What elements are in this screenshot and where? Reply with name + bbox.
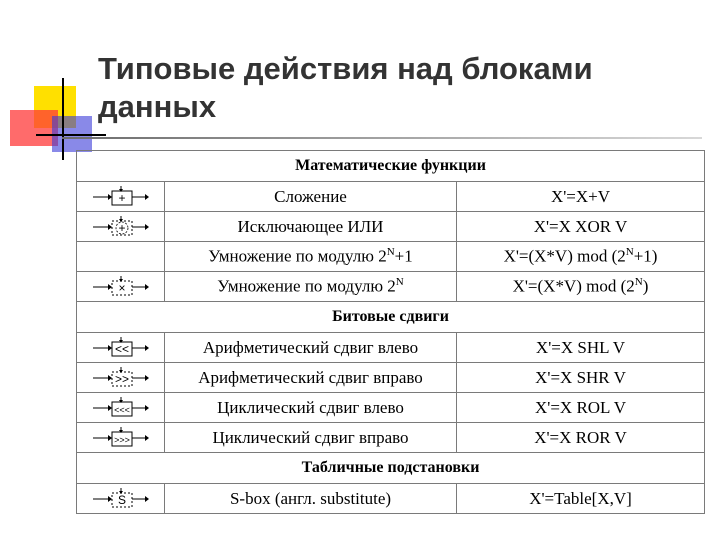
slide-title — [98, 50, 593, 126]
operation-name: Циклический сдвиг вправо — [165, 423, 457, 453]
operation-icon-cell — [77, 484, 165, 514]
operation-icon-cell — [77, 363, 165, 393]
section-header: Битовые сдвиги — [77, 302, 705, 333]
operation-icon-cell — [77, 212, 165, 242]
operation-formula: X'=X ROR V — [457, 423, 705, 453]
operation-name: Сложение — [165, 182, 457, 212]
svg-text:>>: >> — [114, 371, 129, 386]
operation-icon-cell — [77, 423, 165, 453]
operation-icon-cell — [77, 242, 165, 272]
section-header: Математические функции — [77, 151, 705, 182]
table-row — [77, 393, 705, 423]
operation-icon-cell — [77, 182, 165, 212]
xor-block-icon — [91, 216, 151, 238]
operation-name: Арифметический сдвиг вправо — [165, 363, 457, 393]
operation-formula: X'=X SHL V — [457, 333, 705, 363]
operation-icon-cell — [77, 333, 165, 363]
table-row — [77, 182, 705, 212]
operation-name: Исключающее ИЛИ — [165, 212, 457, 242]
mult-block-icon — [91, 276, 151, 298]
shr-block-icon — [91, 367, 151, 389]
decor-red-square — [10, 110, 58, 146]
operation-icon-cell — [77, 272, 165, 302]
operation-name: S-box (англ. substitute) — [165, 484, 457, 514]
decor-horizontal-line — [36, 134, 106, 136]
table-row — [77, 272, 705, 302]
operation-formula: X'=X+V — [457, 182, 705, 212]
table-row — [77, 333, 705, 363]
operation-name: Умножение по модулю $2^N+1$ — [165, 242, 457, 272]
svg-text:<<: << — [114, 341, 129, 356]
table-row — [77, 212, 705, 242]
slide-title-line2: данных — [98, 89, 217, 124]
svg-text:<<<: <<< — [113, 404, 130, 415]
operation-formula: X'=(X*V) mod $(2^N)$ — [457, 272, 705, 302]
operation-formula: X'=Table[X,V] — [457, 484, 705, 514]
section-header-row — [77, 453, 705, 484]
operation-name: Циклический сдвиг влево — [165, 393, 457, 423]
ror-block-icon — [91, 427, 151, 449]
operation-name: Арифметический сдвиг влево — [165, 333, 457, 363]
svg-text:+: + — [117, 190, 126, 205]
table-row — [77, 423, 705, 453]
operation-formula: X'=X ROL V — [457, 393, 705, 423]
svg-text:S: S — [117, 492, 126, 507]
operation-name: Умножение по модулю $2^N$ — [165, 272, 457, 302]
decor-vertical-line — [62, 78, 64, 160]
operation-formula: X'=(X*V) mod $(2^N+1)$ — [457, 242, 705, 272]
table-row — [77, 242, 705, 272]
svg-text:>>>: >>> — [113, 434, 130, 445]
operations-table — [76, 150, 705, 514]
rol-block-icon — [91, 397, 151, 419]
section-header-row — [77, 151, 705, 182]
plus-block-icon — [91, 186, 151, 208]
svg-text:×: × — [117, 280, 126, 295]
section-header-row — [77, 302, 705, 333]
title-underline — [62, 137, 702, 139]
sbox-block-icon — [91, 488, 151, 510]
operation-icon-cell — [77, 393, 165, 423]
operation-formula: X'=X SHR V — [457, 363, 705, 393]
table-row — [77, 484, 705, 514]
slide-title-line1: Типовые действия над блоками — [98, 51, 593, 86]
operation-formula: X'=X XOR V — [457, 212, 705, 242]
section-header: Табличные подстановки — [77, 453, 705, 484]
shl-block-icon — [91, 337, 151, 359]
table-row — [77, 363, 705, 393]
svg-text:+: + — [117, 220, 126, 235]
